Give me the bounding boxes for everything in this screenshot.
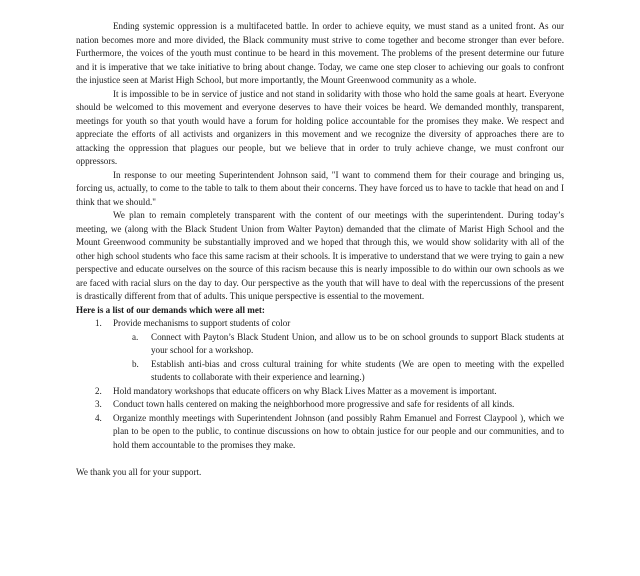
demands-heading: Here is a list of our demands which were all met: <box>76 304 265 315</box>
demand-item-4 <box>76 412 564 453</box>
demand-number: 4. <box>95 412 102 423</box>
demand-item-2 <box>76 385 564 399</box>
demands-list <box>76 317 564 452</box>
demand-item-1 <box>76 317 564 385</box>
demand-item-3 <box>76 398 564 412</box>
paragraph-superintendent-quote: In response to our meeting Superintendent Johnson said, "I want to commend them for their courage and bringing us, forcing us, actually, to come to the table to talk to them about their concerns. They have forced us to have to tackle that head on and I think that we should." <box>76 169 564 207</box>
paragraph-transparency: We plan to remain completely transparent with the content of our meetings with the superintendent. During today’s meeting, we (along with the Black Student Union from Walter Payton) demanded that the climate of Marist High School and the Mount Greenwood community be substantially improved and we hoped that through this, we would show solidarity with all of the other high school students who face this same racism at their schools. It is imperative to understand that we were trying to gain a new perspective and educate ourselves on the source of this racism because this is nearly impossible to do within our own schools as we are faced with racial slurs on the day to day. Our perspective as the youth that will have to deal with the repercussions of the present is drastically different from that of adults. This unique perspective is essential to the movement. <box>76 210 564 301</box>
demand-number: 2. <box>95 385 102 396</box>
subitem-text: Establish anti-bias and cross cultural training for white students (We are open to meeting with the expelled students to collaborate with their experience and learning.) <box>151 358 564 382</box>
closing-line: We thank you all for your support. <box>76 467 202 477</box>
demand-text: Conduct town halls centered on making the neighborhood more progressive and safe for residents of all kinds. <box>113 399 515 409</box>
demand-sublist <box>113 331 564 385</box>
demand-subitem-a <box>76 331 564 358</box>
demand-number: 1. <box>95 318 102 328</box>
subitem-letter: b. <box>132 358 139 369</box>
paragraph-intro: Ending systemic oppression is a multifaceted battle. In order to achieve equity, we must stand as a united front. As our nation becomes more and more divided, the Black community must strive to come together and become stronger than ever before. Furthermore, the voices of the youth must continue to be heard in this movement. The problems of the present determine our future and it is imperative that we take initiative to bring about change. Today, we came one step closer to achieving our goals to confront the injustice seen at Marist High School, but more importantly, the Mount Greenwood community as a whole. <box>76 21 564 85</box>
paragraph-solidarity: It is impossible to be in service of justice and not stand in solidarity with those who hold the same goals at heart. Everyone should be welcomed to this movement and everyone deserves to have their voices be heard. We demanded monthly, transparent, meetings for youth so that youth would have a forum for holding police accountable for the promises they make. We respect and appreciate the efforts of all activists and organizers in this movement and we recognize the diversity of approaches there are to attacking the oppression that plagues our people, but we believe that in order to truly achieve change, we must confront our oppressors. <box>76 88 564 166</box>
document-page <box>76 20 564 480</box>
demand-text: Organize monthly meetings with Superintendent Johnson (and possibly Rahm Emanuel and Forrest Claypool ), which we plan to be open to the public, to continue discussions on how to obtain justice for our people and our communities, and to hold them accountable to the promises they make. <box>113 412 564 450</box>
subitem-text: Connect with Payton’s Black Student Union, and allow us to be on school grounds to support Black students at your school for a workshop. <box>151 331 564 355</box>
demand-number: 3. <box>95 399 102 409</box>
demand-subitem-b <box>76 358 564 385</box>
demand-text: Provide mechanisms to support students of color <box>113 318 291 328</box>
demand-text: Hold mandatory workshops that educate officers on why Black Lives Matter as a movement is important. <box>113 385 497 396</box>
subitem-letter: a. <box>132 331 139 342</box>
